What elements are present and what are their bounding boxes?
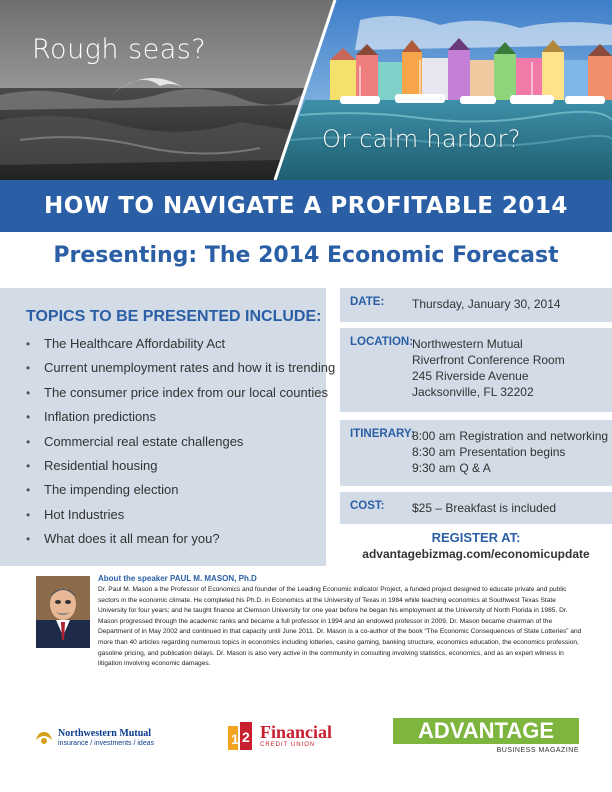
- itinerary-time: 8:00 am: [412, 429, 456, 443]
- topic-item: [26, 478, 335, 502]
- topic-label: Inflation predictions: [44, 409, 157, 425]
- hero-image: [0, 0, 612, 180]
- register-title: REGISTER AT:: [431, 530, 521, 545]
- topic-label: Hot Industries: [44, 506, 125, 522]
- fcu-logo-sub: CREDIT UNION: [260, 742, 316, 748]
- topic-label: The Healthcare Affordability Act: [44, 336, 226, 351]
- topic-label: Commercial real estate challenges: [44, 433, 244, 449]
- advantage-logo-sub: BUSINESS MAGAZINE: [496, 747, 579, 754]
- bullet-icon: •: [26, 507, 31, 522]
- topic-label: Current unemployment rates and how it is trending: [44, 360, 336, 376]
- itinerary-row: [412, 428, 608, 444]
- date-value: Thursday, January 30, 2014: [412, 297, 561, 311]
- fcu-logo-name: Financial: [260, 722, 333, 742]
- location-line: Riverfront Conference Room: [412, 353, 565, 367]
- speaker-portrait: [36, 576, 90, 648]
- date-label: DATE:: [350, 296, 385, 308]
- svg-text:2: 2: [242, 729, 250, 745]
- itinerary-time: 9:30 am: [412, 461, 456, 475]
- register-link[interactable]: advantagebizmag.com/economicupdate: [362, 547, 590, 561]
- topic-item: [26, 503, 335, 527]
- topic-item: [26, 381, 335, 405]
- topic-label: The impending election: [44, 482, 179, 498]
- itinerary-desc: Presentation begins: [459, 445, 566, 459]
- svg-text:1: 1: [231, 731, 239, 747]
- itinerary-desc: Registration and networking: [459, 429, 609, 443]
- location-line: Jacksonville, FL 32202: [412, 385, 534, 399]
- topics-panel: [0, 288, 336, 566]
- location-value: [412, 336, 565, 400]
- topic-item: [26, 332, 335, 356]
- speaker-heading: About the speaker PAUL M. MASON, Ph.D: [98, 574, 257, 583]
- hero-illustration: [0, 0, 612, 180]
- hero-left-text: Rough seas?: [32, 34, 207, 65]
- nm-logo-tagline: insurance / investments / ideas: [58, 740, 155, 747]
- itinerary-desc: Q & A: [459, 461, 491, 475]
- itinerary-time: 8:30 am: [412, 445, 456, 459]
- bullet-icon: •: [26, 385, 31, 400]
- bullet-icon: •: [26, 337, 31, 351]
- cost-value: $25 – Breakfast is included: [412, 501, 557, 515]
- first-financial-logo-icon: [226, 720, 258, 752]
- topic-item: [26, 527, 335, 551]
- topic-label: What does it all mean for you?: [44, 531, 220, 547]
- nm-logo-name: Northwestern Mutual: [58, 728, 152, 739]
- bullet-icon: •: [26, 458, 31, 473]
- location-box: [340, 328, 612, 412]
- sponsor-logos: [0, 718, 612, 778]
- bullet-icon: •: [26, 532, 31, 547]
- speaker-bio: Dr. Paul M. Mason a the Professor of Economics and founder of the Leading Economic indicator Project, a funded project designed to educate private and public sectors in the economic climate. He completed his Ph.D. in Economics at the University of Texas in 1984 while teaching economics at Southwest Texas State University for four years; and he taught finance at Clemson University for one year before he began his employment at the University of North Florida in 1985. Dr. Mason progressed through the academic ranks and became a full professor in 1994 and an endowed professor in 2009. Dr. Mason became chairman of the Department of in May 2002 and continued in that capacity until June 2011. Dr. Mason is a co-author of the book “The Economic Consequences of State Lotteries” and more than 40 articles regarding numerous topics in economics including lotteries, casino gaming, banking structure, economics education, the economics profession, gasoline pricing, and publication delays. Dr. Mason is also very active in the community in consulting involving statistics, economics, and as an expert witness in litigation involving economic damages.: [98, 586, 582, 668]
- itinerary-row: [412, 444, 608, 460]
- date-box: [340, 288, 612, 322]
- itinerary-label: ITINERARY:: [350, 428, 415, 440]
- topic-item: [26, 454, 335, 478]
- itinerary-value: [412, 428, 608, 476]
- topics-title: TOPICS TO BE PRESENTED INCLUDE:: [26, 308, 322, 325]
- bullet-icon: •: [26, 434, 31, 449]
- register-block: [340, 530, 612, 561]
- speaker-photo: [36, 576, 90, 648]
- topic-item: [26, 405, 335, 429]
- topics-list: [26, 332, 335, 552]
- cost-box: [340, 492, 612, 524]
- topic-item: [26, 430, 335, 454]
- itinerary-row: [412, 460, 608, 476]
- topic-label: Residential housing: [44, 457, 158, 473]
- location-label: LOCATION:: [350, 336, 414, 348]
- itinerary-box: [340, 420, 612, 486]
- bullet-icon: •: [26, 410, 31, 425]
- hero-right-text: Or calm harbor?: [322, 125, 521, 153]
- subtitle: Presenting: The 2014 Economic Forecast: [53, 243, 559, 268]
- topic-item: [26, 356, 335, 380]
- cost-label: COST:: [350, 500, 385, 512]
- advantage-logo: ADVANTAGE: [393, 718, 579, 744]
- location-line: Northwestern Mutual: [412, 337, 523, 351]
- bullet-icon: •: [26, 483, 31, 498]
- northwestern-mutual-logo-icon: [34, 730, 54, 746]
- location-line: 245 Riverside Avenue: [412, 369, 529, 383]
- main-title-banner: HOW TO NAVIGATE A PROFITABLE 2014: [0, 180, 612, 232]
- topic-label: The consumer price index from our local counties: [44, 384, 328, 400]
- bullet-icon: •: [26, 361, 31, 376]
